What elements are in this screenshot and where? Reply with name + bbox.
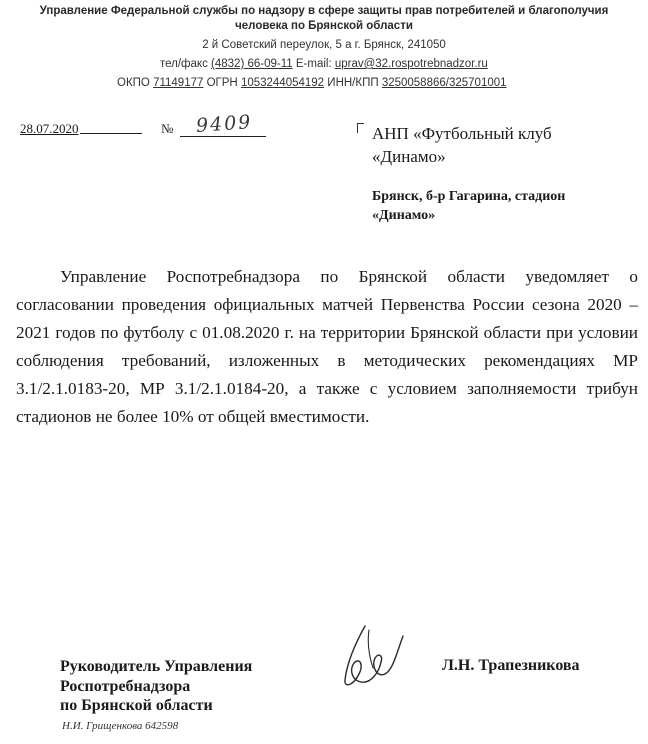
email-value: uprav@32.rospotrebnadzor.ru — [334, 58, 488, 70]
ogrn-label: ОГРН — [206, 77, 238, 89]
outgoing-date-value: 28.07.2020 — [20, 121, 79, 136]
organization-name-line-1: Управление Федеральной службы по надзору в сфере защиты прав потребителей и благополучия — [39, 5, 609, 17]
signer-position-line-3: по Брянской области — [60, 697, 213, 714]
signer-position-line-1: Руководитель Управления — [60, 658, 253, 675]
organization-name-line-2: человека по Брянской области — [235, 20, 413, 32]
inn-value: 3250058866/325701001 — [381, 77, 507, 89]
letter-body: Управление Роспотребнадзора по Брянской области уведомляет о согласовании проведения официальных матчей Первенства России сезона 2020 – 2021 годов по футболу с 01.08.2020 г. на территории Брянской области при условии соблюдения требований, изложенных в методических рекомендациях МР 3.1/2.1.0183-20, МР 3.1/2.1.0184-20, а также с условием заполняемости трибун стадионов не более 10% от общей вместимости. — [16, 267, 638, 426]
addressee-location-line-1: Брянск, б-р Гагарина, стадион — [372, 189, 566, 204]
phone-value: (4832) 66-09-11 — [211, 58, 293, 70]
addressee-location — [372, 187, 632, 225]
date-fill-line — [80, 133, 142, 134]
addressee-name-line-1: АНП «Футбольный клуб — [372, 124, 552, 143]
outgoing-number-label: № — [161, 121, 174, 136]
address-corner-mark — [357, 123, 364, 133]
signer-position — [60, 657, 252, 716]
requisites-line — [117, 77, 507, 89]
inn-label: ИНН/КПП — [327, 77, 379, 89]
contacts-line — [160, 58, 488, 70]
signer-name: Л.Н. Трапезникова — [442, 657, 580, 674]
executor-note: Н.И. Грищенкова 642598 — [62, 720, 179, 732]
handwritten-number: 9409 — [195, 111, 254, 137]
email-label: E-mail: — [295, 58, 332, 70]
signer-position-line-2: Роспотребнадзора — [60, 677, 191, 695]
okpo-value: 71149177 — [153, 77, 204, 89]
organization-address: 2 й Советский переулок, 5 а г. Брянск, 241050 — [202, 39, 446, 51]
okpo-label: ОКПО — [117, 77, 150, 89]
addressee-name — [372, 122, 632, 168]
addressee-location-line-2: «Динамо» — [372, 208, 436, 223]
number-fill-line — [180, 136, 266, 137]
outgoing-date — [20, 121, 142, 137]
addressee-name-line-2: «Динамо» — [372, 147, 446, 166]
ogrn-value: 1053244054192 — [240, 77, 325, 89]
phone-label: тел/факс — [160, 58, 208, 70]
handwritten-signature — [325, 622, 415, 694]
